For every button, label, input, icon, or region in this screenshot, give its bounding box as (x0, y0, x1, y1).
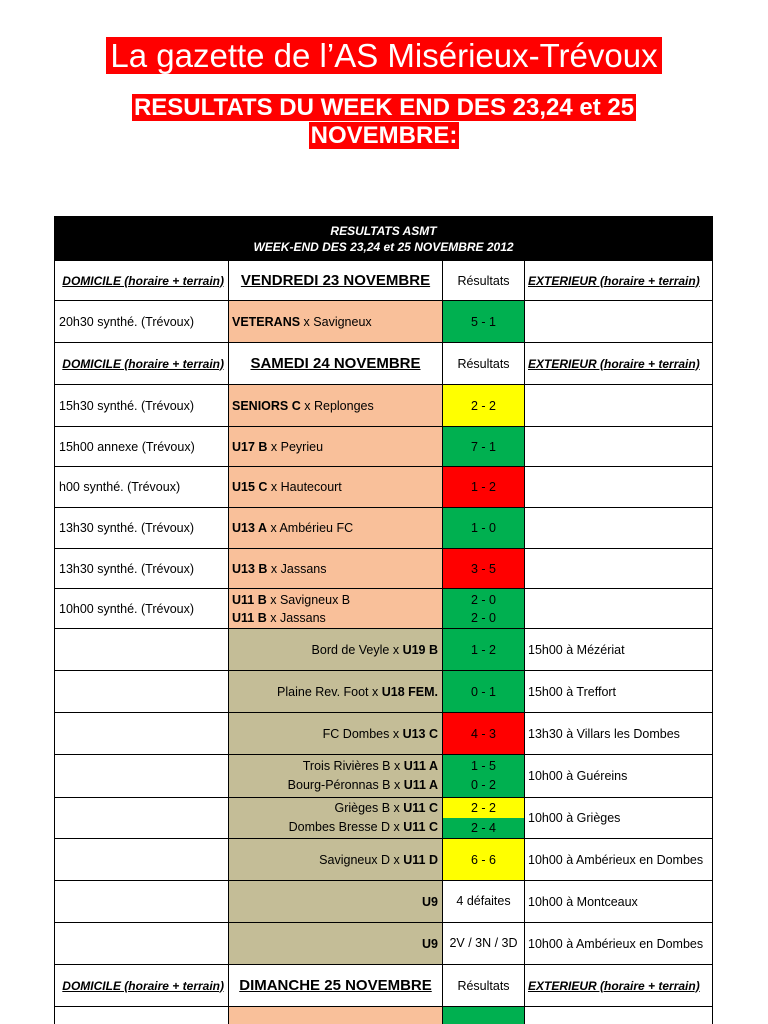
match-time-empty (55, 839, 229, 881)
day-friday: VENDREDI 23 NOVEMBRE (229, 261, 443, 301)
match-away: 10h00 à Ambérieux en Dombes (525, 923, 713, 965)
opponent-name: x Savigneux B (266, 592, 351, 607)
table-row (55, 301, 713, 343)
match-time: 10h00 synthé. (Trévoux) (55, 589, 229, 629)
match-away: 10h00 à Ambérieux en Dombes (525, 839, 713, 881)
table-row (55, 508, 713, 549)
match-time: 15h00 annexe (Trévoux) (55, 427, 229, 467)
team-name: U11 D (403, 852, 438, 867)
match-away-empty (525, 427, 713, 467)
table-row (55, 713, 713, 755)
match-away: 10h00 à Montceaux (525, 881, 713, 923)
match-time-empty (55, 755, 229, 798)
opponent-name: x Ambérieu FC (266, 521, 354, 535)
match-home (229, 301, 443, 343)
away-column-header: EXTERIEUR (horaire + terrain) (525, 261, 713, 301)
team-name: U11 A (403, 778, 438, 792)
away-column-header: EXTERIEUR (horaire + terrain) (525, 965, 713, 1007)
table-heading-line-2: WEEK-END DES 23,24 et 25 NOVEMBRE 2012 (253, 239, 514, 254)
match-home-empty (229, 1007, 443, 1024)
match-home (229, 508, 443, 549)
match-away-empty (525, 385, 713, 427)
match-time: 20h30 synthé. (Trévoux) (55, 301, 229, 343)
day-saturday: SAMEDI 24 NOVEMBRE (229, 343, 443, 385)
match-score: 7 - 1 (443, 427, 525, 467)
match-home (229, 427, 443, 467)
match-away-empty (525, 1007, 713, 1024)
match-time: 13h30 synthé. (Trévoux) (55, 549, 229, 589)
match-away: 10h00 à Grièges (525, 798, 713, 839)
results-column-header: Résultats (443, 261, 525, 301)
match-score (443, 798, 525, 839)
score-line-2: 2 - 0 (470, 610, 496, 625)
match-score: 4 - 3 (443, 713, 525, 755)
match-line-1 (229, 757, 438, 776)
match-away-empty (525, 549, 713, 589)
opponent-name: Grièges B x (334, 801, 404, 815)
match-time-empty (55, 629, 229, 671)
opponent-name: FC Dombes x (322, 726, 403, 741)
team-name: U11 B (232, 592, 267, 607)
match-away: 13h30 à Villars les Dombes (525, 713, 713, 755)
match-time-empty (55, 1007, 229, 1024)
table-heading-line-1: RESULTATS ASMT (330, 223, 437, 238)
match-line-1 (232, 591, 442, 609)
table-row (55, 881, 713, 923)
table-row (55, 798, 713, 839)
opponent-name: Bourg-Péronnas B x (287, 778, 404, 792)
opponent-name: Plaine Rev. Foot x (277, 684, 382, 699)
table-row (55, 549, 713, 589)
match-score: 2V / 3N / 3D (443, 923, 525, 965)
team-name: U15 C (232, 480, 268, 494)
opponent-name: Bord de Veyle x (311, 642, 403, 657)
match-home (229, 671, 443, 713)
match-home (229, 467, 443, 508)
match-away: 15h00 à Mézériat (525, 629, 713, 671)
match-away: 15h00 à Treffort (525, 671, 713, 713)
gazette-title-text: La gazette de l’AS Misérieux-Trévoux (106, 37, 661, 74)
team-name: U11 C (403, 801, 438, 815)
table-row (55, 671, 713, 713)
score-line-1: 2 - 2 (443, 798, 524, 818)
match-line-2 (229, 776, 438, 795)
table-row (55, 427, 713, 467)
day-sunday: DIMANCHE 25 NOVEMBRE (229, 965, 443, 1007)
team-name: U17 B (232, 439, 268, 454)
match-home (229, 755, 443, 798)
table-row (55, 467, 713, 508)
home-column-header: DOMICILE (horaire + terrain) (55, 261, 229, 301)
match-score: 5 - 1 (443, 301, 525, 343)
opponent-name: Savigneux D x (319, 852, 404, 867)
match-time-empty (55, 671, 229, 713)
results-column-header: Résultats (443, 965, 525, 1007)
team-name: SENIORS C (232, 398, 301, 413)
match-score: 1 - 0 (443, 508, 525, 549)
match-time-empty (55, 713, 229, 755)
day-header-row (55, 261, 713, 301)
table-row (55, 629, 713, 671)
opponent-name: Dombes Bresse D x (288, 820, 404, 834)
match-time-empty (55, 881, 229, 923)
home-column-header: DOMICILE (horaire + terrain) (55, 965, 229, 1007)
match-time-empty (55, 798, 229, 839)
score-line-1: 1 - 5 (470, 759, 496, 773)
day-header-row (55, 343, 713, 385)
opponent-name: x Hautecourt (267, 480, 342, 494)
team-name: U18 FEM. (381, 684, 438, 699)
match-time-empty (55, 923, 229, 965)
table-header-row (55, 217, 713, 261)
day-header-row (55, 965, 713, 1007)
table-row (55, 385, 713, 427)
match-away: 10h00 à Guéreins (525, 755, 713, 798)
match-score: 1 - 2 (443, 467, 525, 508)
results-table (54, 216, 713, 1024)
opponent-name: Trois Rivières B x (302, 759, 404, 773)
team-name: U9 (422, 936, 438, 951)
subtitle-line-1: RESULTATS DU WEEK END DES 23,24 et 25 (133, 94, 635, 121)
team-name: U11 A (403, 759, 438, 773)
match-away-empty (525, 467, 713, 508)
match-home (229, 629, 443, 671)
match-home (229, 923, 443, 965)
match-away-empty (525, 589, 713, 629)
results-column-header: Résultats (443, 343, 525, 385)
table-heading (55, 217, 713, 261)
match-home (229, 549, 443, 589)
table-row (55, 589, 713, 629)
match-home (229, 713, 443, 755)
match-home (229, 385, 443, 427)
opponent-name: x Jassans (267, 561, 327, 576)
gazette-title (0, 35, 768, 76)
team-name: U13 B (232, 561, 268, 576)
table-row (55, 1007, 713, 1024)
opponent-name: x Replonges (300, 398, 374, 413)
match-score-empty (443, 1007, 525, 1024)
opponent-name: x Savigneux (300, 314, 372, 329)
score-line-1: 2 - 0 (470, 592, 496, 607)
match-home (229, 881, 443, 923)
home-column-header: DOMICILE (horaire + terrain) (55, 343, 229, 385)
match-score: 2 - 2 (443, 385, 525, 427)
team-name: U9 (422, 894, 438, 909)
match-home (229, 589, 443, 629)
match-line-2 (229, 818, 438, 837)
match-line-2 (232, 609, 442, 627)
match-home (229, 839, 443, 881)
table-row (55, 923, 713, 965)
team-name: U19 B (402, 642, 438, 657)
results-subtitle (0, 94, 768, 150)
team-name: U11 B (232, 610, 267, 625)
away-column-header: EXTERIEUR (horaire + terrain) (525, 343, 713, 385)
opponent-name: x Peyrieu (267, 439, 324, 454)
team-name: U13 A (232, 521, 267, 535)
subtitle-line-2: NOVEMBRE: (310, 122, 458, 149)
match-score (443, 589, 525, 629)
team-name: U11 C (403, 820, 438, 834)
match-away-empty (525, 301, 713, 343)
match-time: 15h30 synthé. (Trévoux) (55, 385, 229, 427)
match-score (443, 755, 525, 798)
match-score: 3 - 5 (443, 549, 525, 589)
match-away-empty (525, 508, 713, 549)
match-score: 0 - 1 (443, 671, 525, 713)
table-row (55, 839, 713, 881)
team-name: U13 C (402, 726, 438, 741)
team-name: VETERANS (232, 314, 301, 329)
match-line-1 (229, 799, 438, 818)
match-score: 6 - 6 (443, 839, 525, 881)
match-score: 4 défaites (443, 881, 525, 923)
match-time: 13h30 synthé. (Trévoux) (55, 508, 229, 549)
opponent-name: x Jassans (266, 610, 326, 625)
score-line-2: 0 - 2 (470, 778, 496, 792)
score-line-2: 2 - 4 (443, 818, 524, 838)
match-score: 1 - 2 (443, 629, 525, 671)
match-home (229, 798, 443, 839)
table-row (55, 755, 713, 798)
match-time: h00 synthé. (Trévoux) (55, 467, 229, 508)
